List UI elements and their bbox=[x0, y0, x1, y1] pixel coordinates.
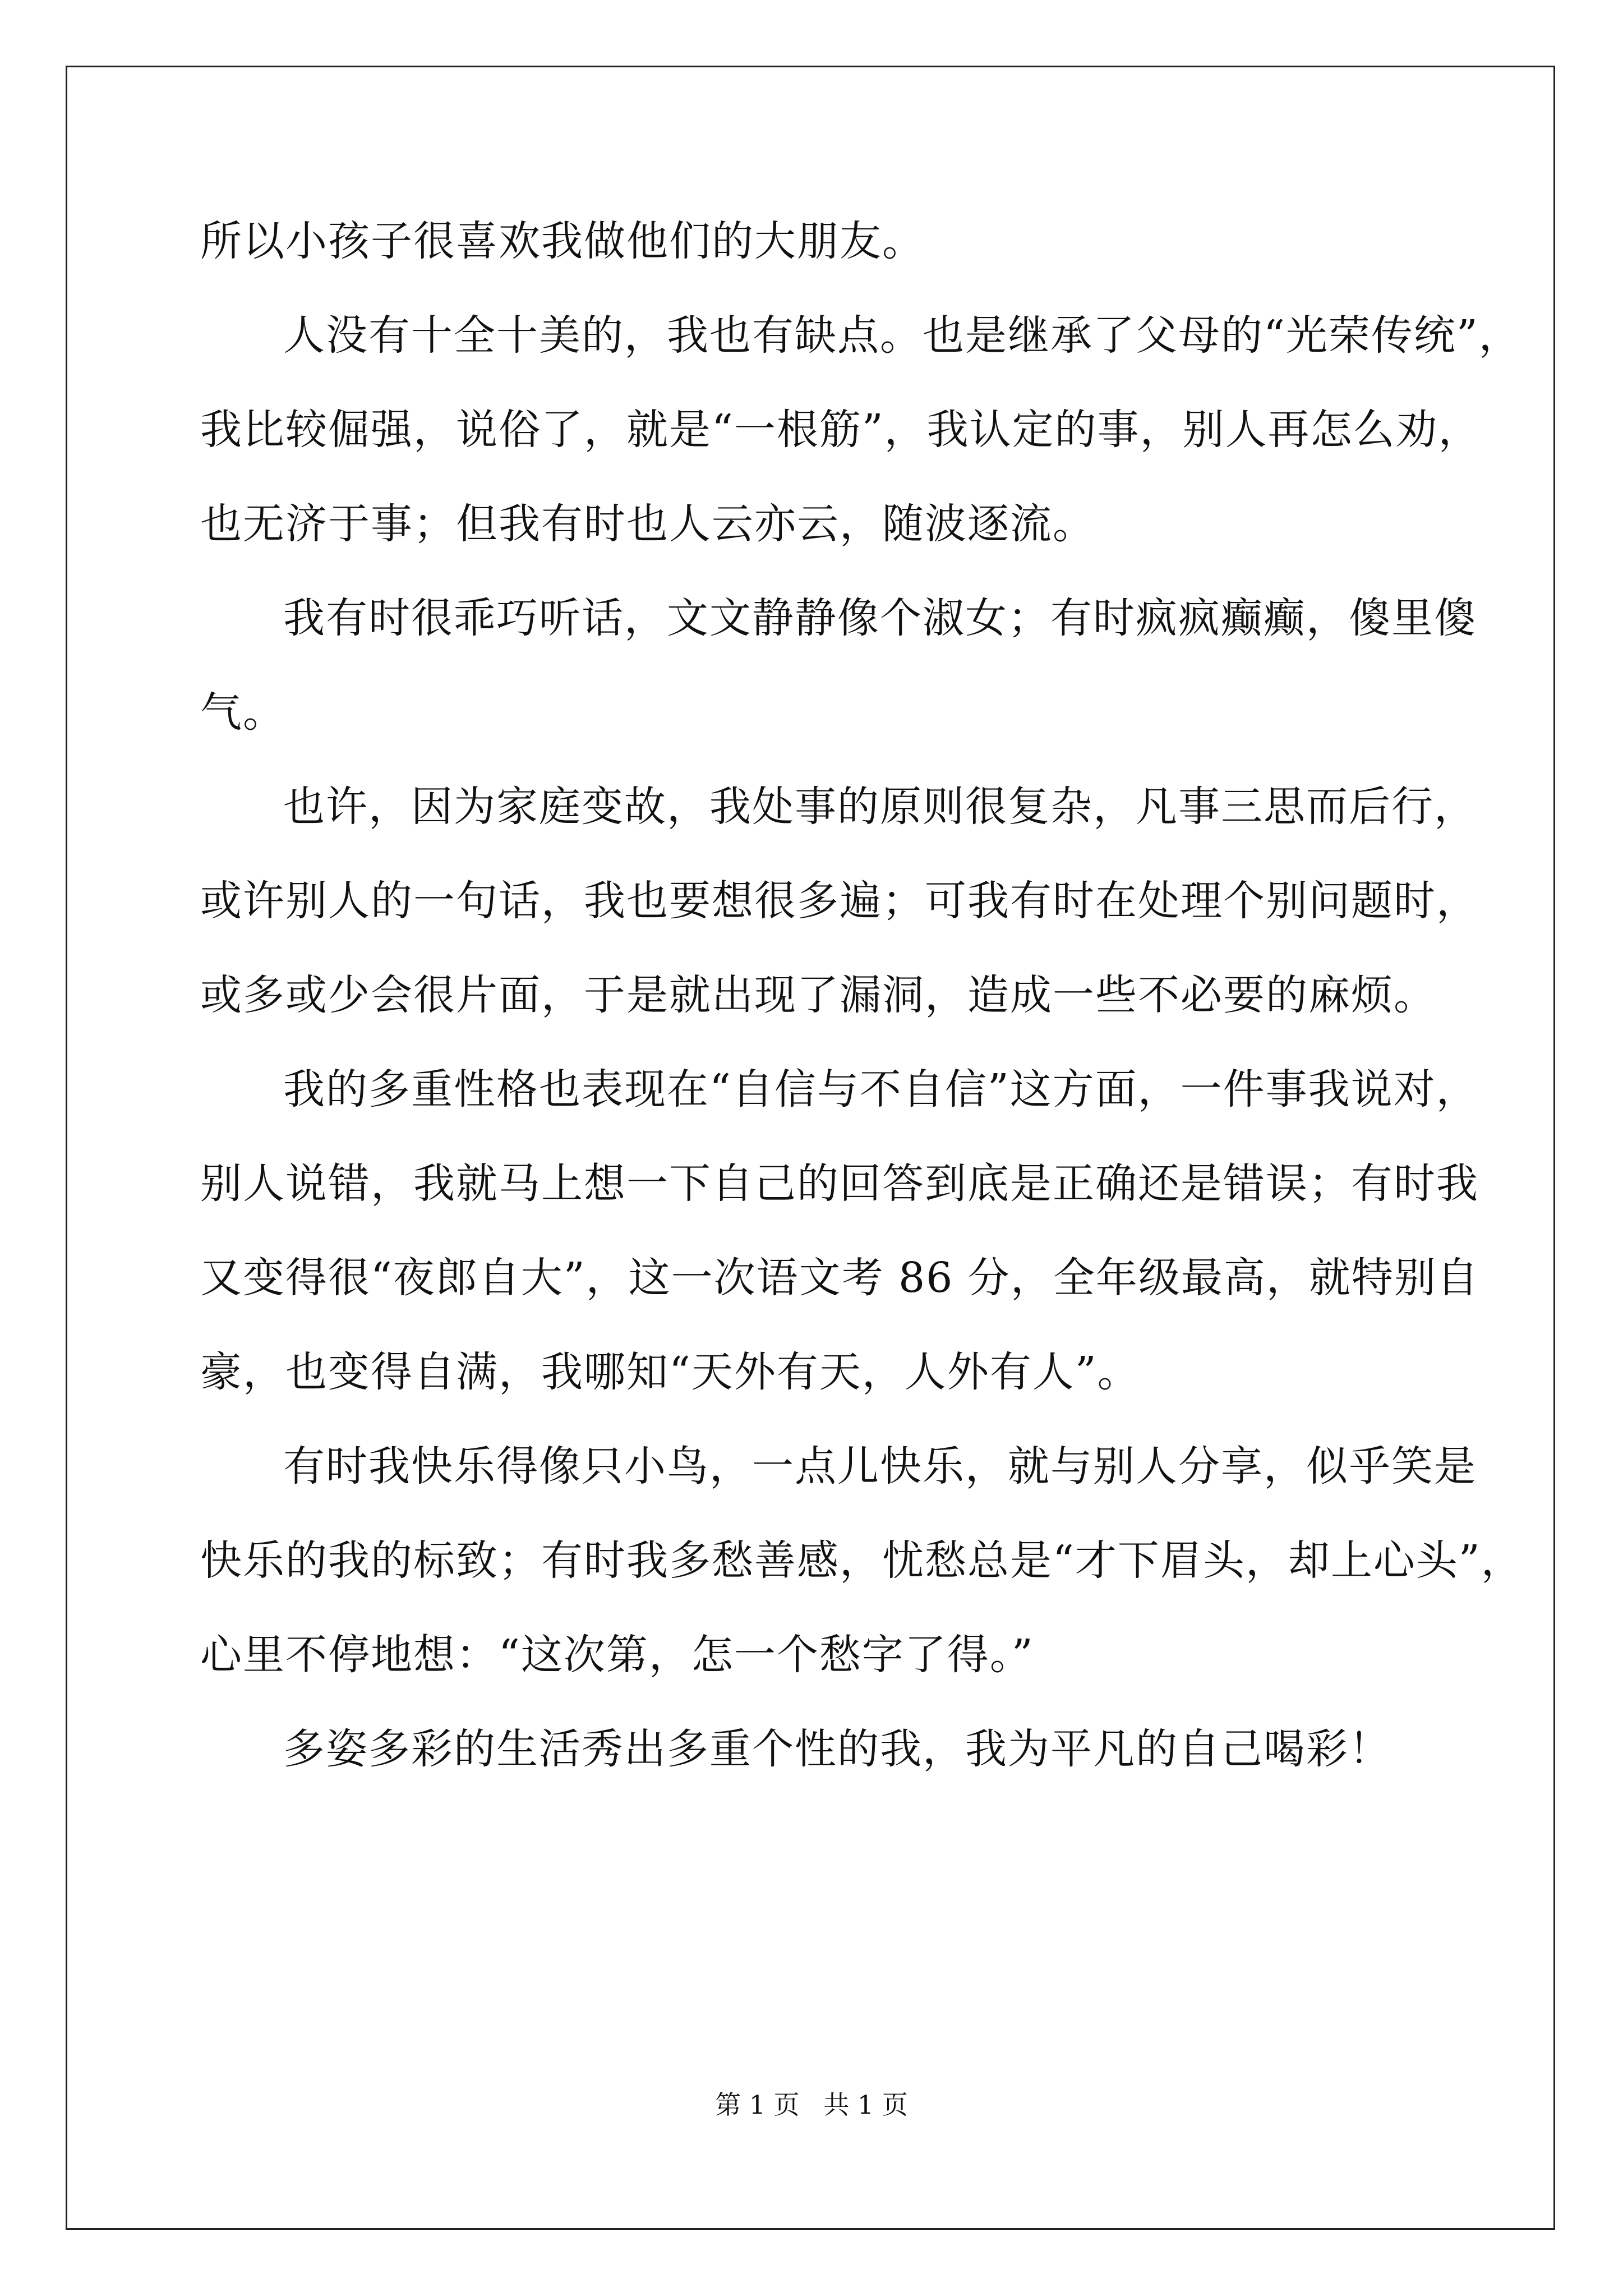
text-line-3: 我比较倔强，说俗了，就是“一根筋”，我认定的事，别人再怎么劝， bbox=[200, 406, 1481, 454]
text-line-15: 快乐的我的标致；有时我多愁善感，忧愁总是“才下眉头，却上心头”， bbox=[200, 1536, 1524, 1585]
text-line-14: 有时我快乐得像只小鸟，一点儿快乐，就与别人分享，似乎笑是 bbox=[283, 1442, 1477, 1490]
text-line-9: 或多或少会很片面，于是就出现了漏洞，造成一些不必要的麻烦。 bbox=[200, 971, 1436, 1019]
text-line-13: 豪，也变得自满，我哪知“天外有天，人外有人”。 bbox=[200, 1348, 1140, 1396]
page-footer bbox=[0, 2088, 1623, 2122]
text-line-7: 也许，因为家庭变故，我处事的原则很复杂，凡事三思而后行， bbox=[283, 783, 1477, 831]
text-line-8: 或许别人的一句话，我也要想很多遍；可我有时在处理个别问题时， bbox=[200, 877, 1479, 925]
page-frame bbox=[66, 66, 1555, 2230]
text-line-2: 人没有十全十美的，我也有缺点。也是继承了父母的“光荣传统”， bbox=[283, 311, 1521, 360]
text-line-16: 心里不停地想：“这次第，怎一个愁字了得。” bbox=[200, 1631, 1034, 1679]
text-line-11: 别人说错，我就马上想一下自己的回答到底是正确还是错误；有时我 bbox=[200, 1159, 1479, 1208]
text-line-5: 我有时很乖巧听话，文文静静像个淑女；有时疯疯癫癫，傻里傻 bbox=[283, 594, 1477, 642]
page-number-total: 共 1 页 bbox=[823, 2090, 908, 2120]
text-line-10: 我的多重性格也表现在“自信与不自信”这方面，一件事我说对， bbox=[283, 1065, 1479, 1114]
page-number-current: 第 1 页 bbox=[715, 2090, 800, 2120]
text-line-1: 所以小孩子很喜欢我做他们的大朋友。 bbox=[200, 217, 925, 265]
text-line-12: 又变得很“夜郎自大”，这一次语文考 86 分，全年级最高，就特别自 bbox=[200, 1254, 1479, 1302]
text-line-6: 气。 bbox=[200, 688, 285, 737]
text-line-4: 也无济于事；但我有时也人云亦云，随波逐流。 bbox=[200, 500, 1095, 548]
text-line-17: 多姿多彩的生活秀出多重个性的我，我为平凡的自己喝彩！ bbox=[283, 1725, 1391, 1773]
